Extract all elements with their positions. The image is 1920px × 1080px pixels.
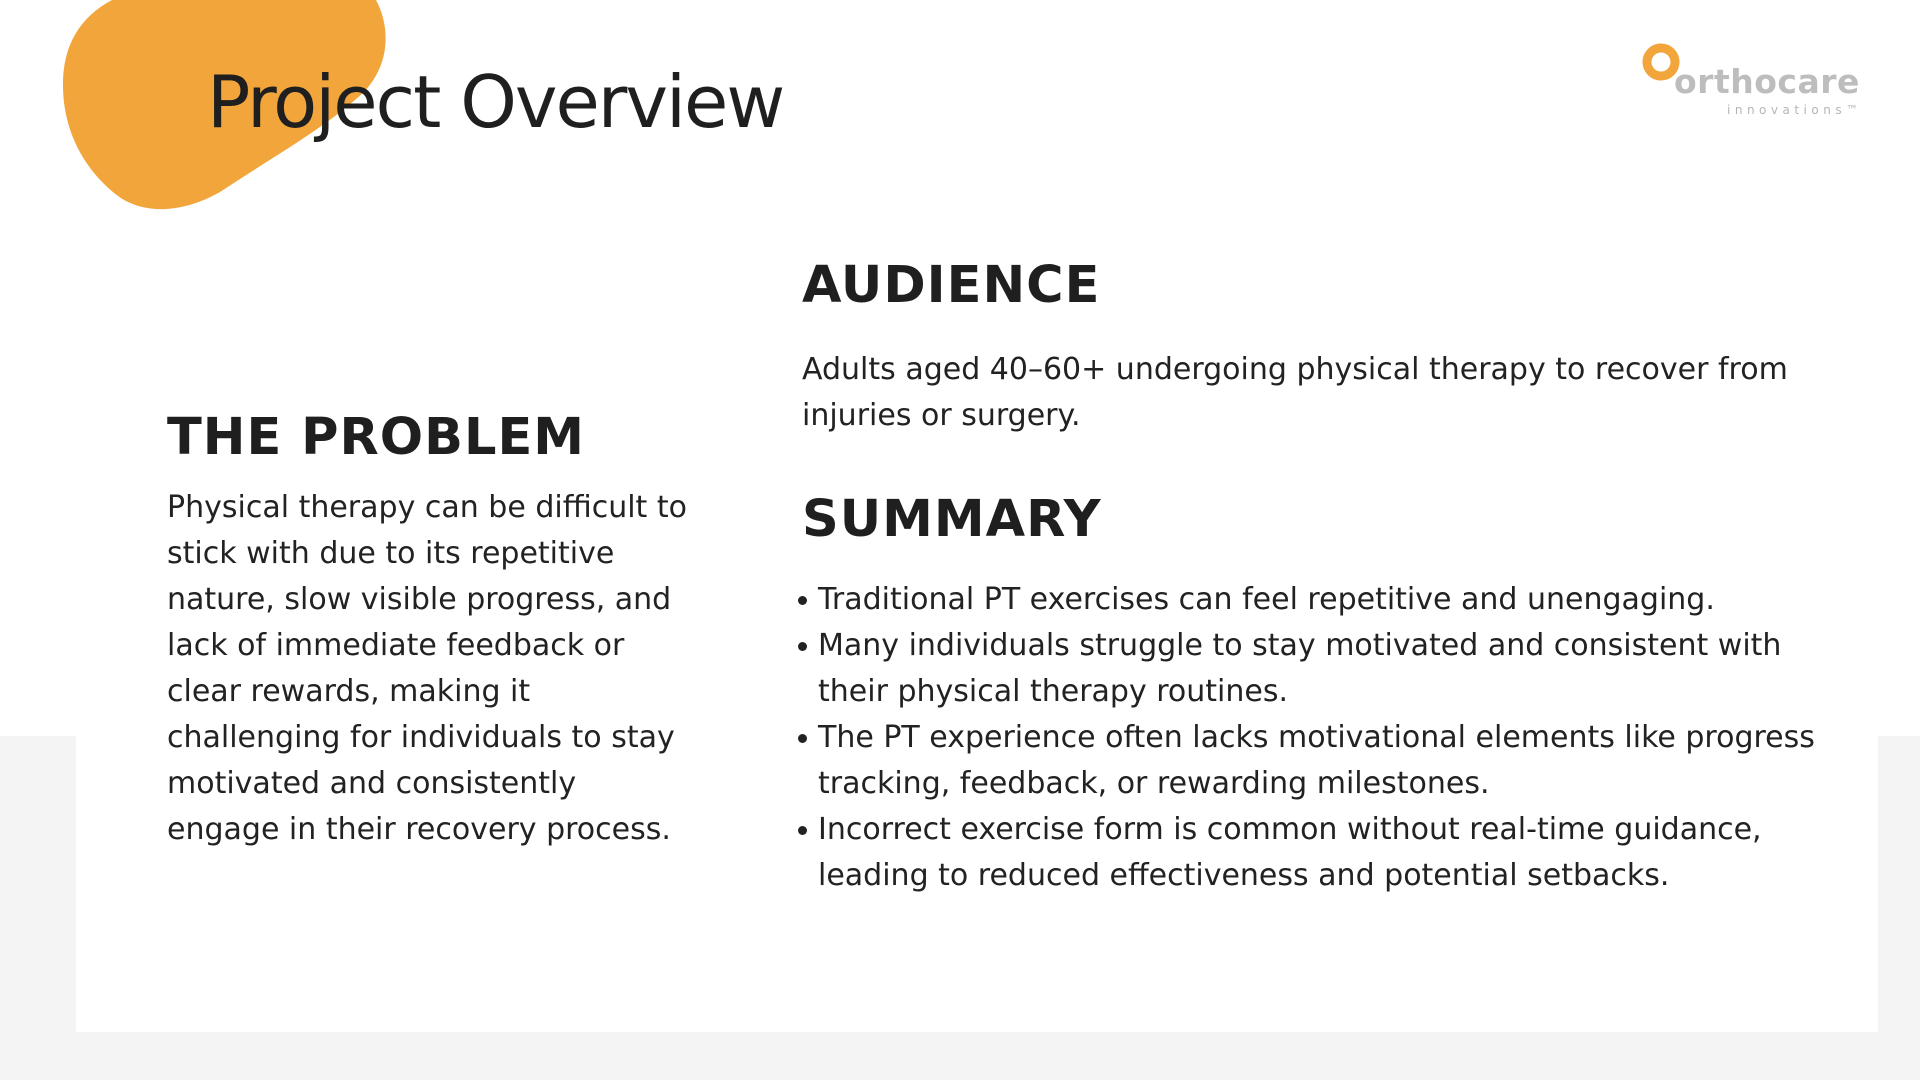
audience-text: Adults aged 40–60+ undergoing physical therapy to recover from injuries or surgery. xyxy=(802,352,1788,433)
bullet-icon xyxy=(798,734,807,743)
summary-item xyxy=(818,807,1838,899)
orthocare-logo xyxy=(1638,38,1868,122)
summary-item xyxy=(818,715,1838,807)
page-title: Project Overview xyxy=(207,60,784,144)
summary-item xyxy=(818,623,1838,715)
audience-heading: AUDIENCE xyxy=(802,256,1101,315)
summary-item-text: Incorrect exercise form is common without real-time guidance, leading to reduced effectiveness and potential setbacks. xyxy=(818,812,1762,893)
summary-item-text: Traditional PT exercises can feel repetitive and unengaging. xyxy=(818,582,1715,617)
problem-text: Physical therapy can be difficult to stick with due to its repetitive nature, slow visible progress, and lack of immediate feedback or clear rewards, making it challenging for individuals to stay motivated and consistently engage in their recovery process. xyxy=(167,490,687,847)
bullet-icon xyxy=(798,596,807,605)
problem-heading: THE PROBLEM xyxy=(167,408,586,467)
summary-item-text: Many individuals struggle to stay motivated and consistent with their physical therapy routines. xyxy=(818,628,1782,709)
bullet-icon xyxy=(798,826,807,835)
summary-item-text: The PT experience often lacks motivational elements like progress tracking, feedback, or rewarding milestones. xyxy=(818,720,1815,801)
logo-subtitle: innovations™ xyxy=(1727,103,1863,117)
summary-heading: SUMMARY xyxy=(802,490,1102,549)
bullet-icon xyxy=(798,642,807,651)
summary-list xyxy=(818,577,1838,899)
logo-wordmark: orthocare xyxy=(1674,62,1860,101)
summary-item xyxy=(818,577,1838,623)
